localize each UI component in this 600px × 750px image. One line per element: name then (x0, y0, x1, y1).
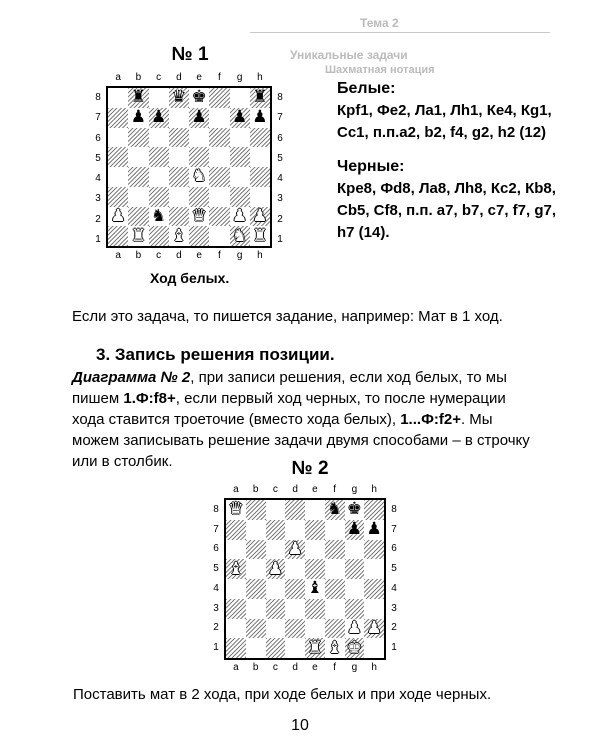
black-pawn-icon: ♟ (232, 107, 248, 128)
square-f2 (325, 619, 345, 639)
rank-label-6: 6 (213, 543, 219, 555)
diagram2-grid (224, 498, 386, 660)
square-e1 (305, 638, 325, 658)
section-3-text-2: , если первый ход черных, то после нумерации хода ставится троеточие (вместо хода белых), (72, 390, 506, 428)
section-3-paragraph (72, 367, 542, 472)
file-label-a: a (115, 72, 121, 83)
rank-label-7: 7 (213, 523, 219, 535)
square-f5 (209, 147, 229, 167)
bleed-header-text: Тема 2 (360, 16, 399, 30)
file-label-h: h (371, 484, 377, 495)
black-knight-icon: ♞ (151, 206, 167, 226)
square-f3 (325, 599, 345, 619)
rank-label-1: 1 (95, 233, 101, 245)
square-c7 (266, 520, 286, 540)
square-f7 (209, 108, 229, 128)
square-f6 (209, 128, 229, 148)
square-h1 (250, 226, 270, 246)
file-label-f: f (333, 484, 337, 495)
square-d5 (169, 147, 189, 167)
square-f6 (325, 540, 345, 560)
square-e7 (189, 108, 209, 128)
rank-label-2: 2 (95, 213, 101, 225)
white-rook-icon: ♜ (252, 226, 268, 246)
white-pawn-icon: ♟ (346, 618, 362, 638)
section-3-title: 3. Запись решения позиции. (96, 345, 335, 364)
square-a8 (226, 500, 246, 520)
black-knight-icon: ♞ (327, 500, 343, 520)
bleed-line2: Уникальные задачи (290, 48, 408, 62)
square-b4 (246, 579, 266, 599)
rank-label-7: 7 (277, 112, 283, 124)
diagram-2-reference: Диаграмма № 2 (72, 369, 191, 386)
black-pawn-icon: ♟ (130, 107, 146, 128)
square-c2 (149, 207, 169, 227)
diagram-1-title: № 1 (171, 44, 209, 65)
square-d7 (169, 108, 189, 128)
file-label-a: a (233, 484, 239, 495)
black-pieces-block (337, 156, 562, 244)
square-e2 (305, 619, 325, 639)
file-label-h: h (257, 250, 263, 261)
bleed-line (250, 32, 550, 33)
square-e4 (189, 167, 209, 187)
square-h6 (364, 540, 384, 560)
white-pawn-icon: ♟ (287, 539, 303, 559)
rank-label-6: 6 (277, 132, 283, 144)
diagram-2-title: № 2 (291, 458, 329, 479)
square-g8 (345, 500, 365, 520)
square-f1 (325, 638, 345, 658)
square-b5 (246, 559, 266, 579)
square-a1 (108, 226, 128, 246)
square-d1 (285, 638, 305, 658)
file-label-a: a (115, 250, 121, 261)
square-f7 (325, 520, 345, 540)
square-f4 (209, 167, 229, 187)
file-label-g: g (351, 662, 358, 673)
square-g6 (345, 540, 365, 560)
rank-label-4: 4 (391, 582, 397, 594)
square-a3 (226, 599, 246, 619)
bleed-line3: Шахматная нотация (325, 64, 435, 76)
file-label-e: e (312, 662, 318, 673)
square-a2 (108, 207, 128, 227)
square-c4 (149, 167, 169, 187)
square-h4 (364, 579, 384, 599)
square-d6 (169, 128, 189, 148)
square-g1 (230, 226, 250, 246)
square-e6 (305, 540, 325, 560)
square-b6 (246, 540, 266, 560)
square-b8 (128, 88, 148, 108)
square-b3 (246, 599, 266, 619)
white-rook-icon: ♜ (130, 226, 146, 246)
white-bishop-icon: ♝ (327, 638, 343, 658)
white-pieces-heading: Белые: (337, 80, 396, 97)
white-bishop-icon: ♝ (228, 559, 244, 579)
square-d6 (285, 540, 305, 560)
square-h8 (364, 500, 384, 520)
square-f8 (325, 500, 345, 520)
move-white-notation: 1.Ф:f8+ (123, 390, 176, 407)
square-c3 (149, 187, 169, 207)
file-label-b: b (252, 662, 259, 673)
rank-label-4: 4 (95, 173, 101, 185)
square-c7 (149, 108, 169, 128)
rank-label-8: 8 (213, 503, 219, 515)
square-e7 (305, 520, 325, 540)
task-example-text: Если это задача, то пишется задание, например: Мат в 1 ход. (72, 308, 503, 325)
file-label-f: f (217, 250, 221, 261)
rank-label-6: 6 (95, 132, 101, 144)
square-c4 (266, 579, 286, 599)
square-g2 (230, 207, 250, 227)
rank-label-4: 4 (213, 582, 219, 594)
square-a8 (108, 88, 128, 108)
square-e2 (189, 207, 209, 227)
square-g6 (230, 128, 250, 148)
rank-label-5: 5 (95, 152, 101, 164)
square-g7 (345, 520, 365, 540)
square-b4 (128, 167, 148, 187)
file-label-c: c (272, 662, 278, 673)
square-b2 (128, 207, 148, 227)
file-label-h: h (371, 662, 377, 673)
square-e3 (305, 599, 325, 619)
square-f5 (325, 559, 345, 579)
square-d1 (169, 226, 189, 246)
square-b3 (128, 187, 148, 207)
square-b1 (128, 226, 148, 246)
square-d7 (285, 520, 305, 540)
black-pieces-list: Кре8, Фd8, Лa8, Лh8, Кc2, Кb8, Сb5, Сf8, п.п. a7, b7, c7, f7, g7, h7 (14). (337, 180, 557, 241)
rank-label-5: 5 (391, 563, 397, 575)
square-b5 (128, 147, 148, 167)
white-bishop-icon: ♝ (171, 226, 187, 246)
square-c5 (149, 147, 169, 167)
square-a6 (226, 540, 246, 560)
square-a5 (226, 559, 246, 579)
square-d4 (285, 579, 305, 599)
square-b7 (128, 108, 148, 128)
move-black-notation: 1...Ф:f2+ (400, 411, 461, 428)
file-label-f: f (217, 72, 221, 83)
rank-label-2: 2 (213, 622, 219, 634)
square-h8 (250, 88, 270, 108)
rank-label-8: 8 (95, 92, 101, 104)
rank-label-5: 5 (277, 152, 283, 164)
file-label-d: d (176, 250, 182, 261)
white-pawn-icon: ♟ (366, 618, 382, 638)
square-h6 (250, 128, 270, 148)
square-c1 (149, 226, 169, 246)
square-h7 (364, 520, 384, 540)
black-king-icon: ♚ (346, 500, 362, 520)
black-pawn-icon: ♟ (346, 519, 362, 540)
white-pieces-list: Крf1, Фe2, Лa1, Лh1, Кe4, Кg1, Сc1, п.п.a2, b2, f4, g2, h2 (12) (337, 102, 552, 141)
section-3-text-1: , при записи решения, если ход белых, то мы пишем (72, 369, 507, 407)
black-king-icon: ♚ (191, 88, 207, 108)
black-rook-icon: ♜ (252, 88, 268, 108)
rank-label-7: 7 (391, 523, 397, 535)
rank-label-1: 1 (391, 642, 397, 654)
white-king-icon: ♚ (346, 638, 362, 658)
square-c6 (266, 540, 286, 560)
diagram-1-caption: Ход белых. (150, 270, 230, 286)
square-f3 (209, 187, 229, 207)
square-h5 (364, 559, 384, 579)
white-pawn-icon: ♟ (110, 206, 126, 226)
square-h2 (364, 619, 384, 639)
square-g2 (345, 619, 365, 639)
square-e5 (305, 559, 325, 579)
square-c6 (149, 128, 169, 148)
file-label-e: e (196, 72, 202, 83)
square-c2 (266, 619, 286, 639)
rank-label-6: 6 (391, 543, 397, 555)
square-d8 (285, 500, 305, 520)
square-d4 (169, 167, 189, 187)
black-pieces-heading: Черные: (337, 158, 405, 175)
square-d2 (285, 619, 305, 639)
file-label-e: e (312, 484, 318, 495)
diagram-1-chessboard (92, 72, 286, 262)
square-g7 (230, 108, 250, 128)
black-pawn-icon: ♟ (191, 107, 207, 128)
square-d5 (285, 559, 305, 579)
rank-label-1: 1 (213, 642, 219, 654)
diagram-2-chessboard (210, 484, 400, 674)
square-a7 (226, 520, 246, 540)
file-label-c: c (156, 250, 162, 261)
square-b8 (246, 500, 266, 520)
white-pawn-icon: ♟ (267, 559, 283, 579)
rank-label-8: 8 (391, 503, 397, 515)
square-a7 (108, 108, 128, 128)
square-e4 (305, 579, 325, 599)
file-label-e: e (196, 250, 202, 261)
square-b7 (246, 520, 266, 540)
square-h4 (250, 167, 270, 187)
square-a1 (226, 638, 246, 658)
square-a4 (108, 167, 128, 187)
square-g4 (230, 167, 250, 187)
square-e6 (189, 128, 209, 148)
square-c1 (266, 638, 286, 658)
file-label-c: c (156, 72, 162, 83)
file-label-d: d (292, 484, 298, 495)
square-g3 (345, 599, 365, 619)
file-label-g: g (236, 250, 243, 261)
white-pawn-icon: ♟ (252, 206, 268, 226)
black-pawn-icon: ♟ (252, 107, 268, 128)
square-c5 (266, 559, 286, 579)
square-a4 (226, 579, 246, 599)
square-h5 (250, 147, 270, 167)
square-g8 (230, 88, 250, 108)
black-queen-icon: ♛ (171, 88, 187, 108)
square-f8 (209, 88, 229, 108)
file-label-d: d (292, 662, 298, 673)
square-e5 (189, 147, 209, 167)
black-pawn-icon: ♟ (151, 107, 167, 128)
white-queen-icon: ♛ (191, 206, 207, 226)
square-h1 (364, 638, 384, 658)
square-h3 (364, 599, 384, 619)
square-b1 (246, 638, 266, 658)
page-header-bleed (0, 0, 600, 76)
diagram-2-task: Поставить мат в 2 хода, при ходе белых и при ходе черных. (73, 686, 492, 703)
rank-label-4: 4 (277, 173, 283, 185)
file-label-a: a (233, 662, 239, 673)
section-3-text-3: . Мы можем записывать решение задачи двумя способами – в строчку или в столбик. (72, 411, 530, 470)
square-e8 (305, 500, 325, 520)
black-rook-icon: ♜ (130, 88, 146, 108)
square-e1 (189, 226, 209, 246)
rank-label-5: 5 (213, 563, 219, 575)
rank-label-2: 2 (277, 213, 283, 225)
white-queen-icon: ♛ (228, 500, 244, 520)
black-pawn-icon: ♟ (366, 519, 382, 540)
square-h3 (250, 187, 270, 207)
file-label-d: d (176, 72, 182, 83)
square-g5 (345, 559, 365, 579)
square-e3 (189, 187, 209, 207)
file-label-b: b (135, 72, 142, 83)
square-c8 (266, 500, 286, 520)
square-f4 (325, 579, 345, 599)
white-rook-icon: ♜ (307, 638, 323, 658)
square-d3 (285, 599, 305, 619)
square-a3 (108, 187, 128, 207)
square-h7 (250, 108, 270, 128)
square-e8 (189, 88, 209, 108)
file-label-h: h (257, 72, 263, 83)
file-label-b: b (252, 484, 259, 495)
rank-label-2: 2 (391, 622, 397, 634)
square-d3 (169, 187, 189, 207)
rank-label-8: 8 (277, 92, 283, 104)
rank-label-7: 7 (95, 112, 101, 124)
square-f1 (209, 226, 229, 246)
file-label-c: c (272, 484, 278, 495)
square-g4 (345, 579, 365, 599)
square-g5 (230, 147, 250, 167)
square-a5 (108, 147, 128, 167)
file-label-b: b (135, 250, 142, 261)
square-d8 (169, 88, 189, 108)
file-label-g: g (236, 72, 243, 83)
square-h2 (250, 207, 270, 227)
rank-label-3: 3 (391, 602, 397, 614)
white-pawn-icon: ♟ (232, 206, 248, 226)
square-a2 (226, 619, 246, 639)
rank-label-3: 3 (213, 602, 219, 614)
rank-label-3: 3 (95, 193, 101, 205)
square-g1 (345, 638, 365, 658)
white-knight-icon: ♞ (191, 167, 207, 187)
black-bishop-icon: ♝ (307, 579, 323, 599)
square-g3 (230, 187, 250, 207)
rank-label-1: 1 (277, 233, 283, 245)
square-a6 (108, 128, 128, 148)
rank-label-3: 3 (277, 193, 283, 205)
square-b2 (246, 619, 266, 639)
diagram1-grid (106, 86, 272, 248)
file-label-f: f (333, 662, 337, 673)
square-f2 (209, 207, 229, 227)
square-c3 (266, 599, 286, 619)
square-c8 (149, 88, 169, 108)
white-knight-icon: ♞ (232, 226, 248, 246)
square-d2 (169, 207, 189, 227)
file-label-g: g (351, 484, 358, 495)
white-pieces-block (337, 78, 562, 144)
square-b6 (128, 128, 148, 148)
page-number: 10 (291, 717, 309, 734)
